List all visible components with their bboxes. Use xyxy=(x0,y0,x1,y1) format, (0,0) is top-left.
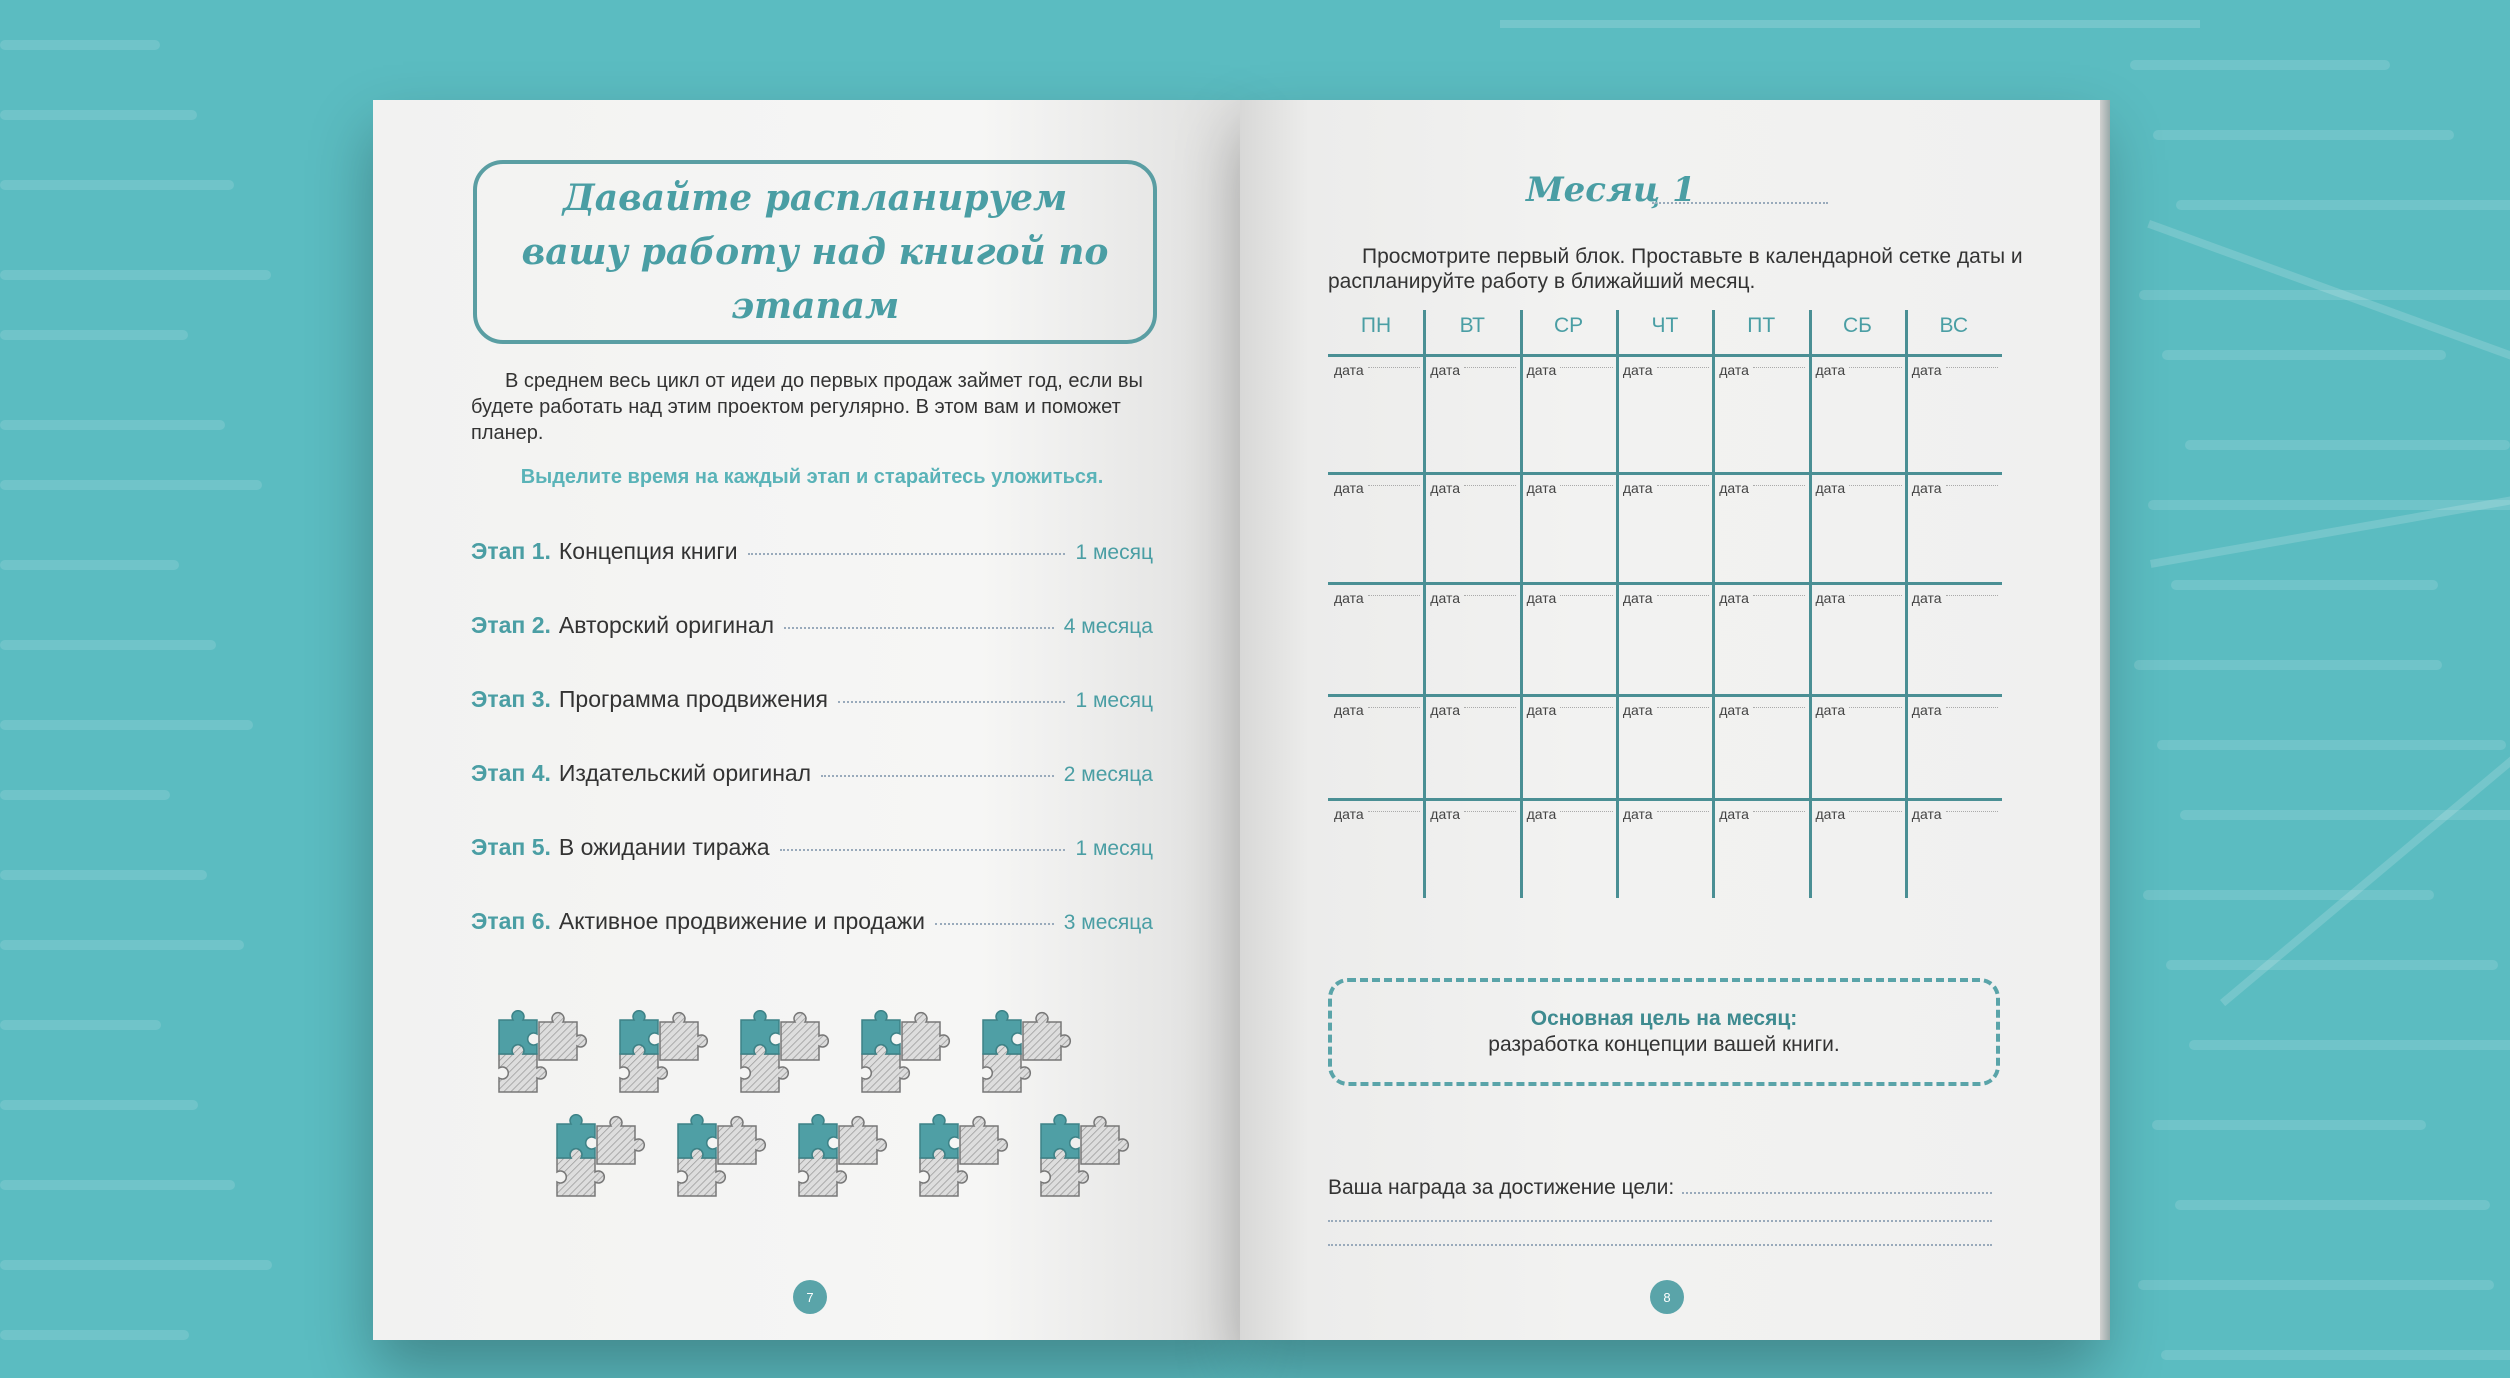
stage-duration: 1 месяц xyxy=(1075,689,1153,712)
date-cell[interactable] xyxy=(1719,480,1805,496)
background-line xyxy=(1500,20,2200,28)
date-label: дата xyxy=(1815,702,1846,718)
puzzle-icon xyxy=(793,1114,889,1200)
background-stripe xyxy=(0,1020,161,1030)
background-stripe xyxy=(0,1260,272,1270)
instruction-text: Просмотрите первый блок. Проставьте в календарной сетке даты и распланируйте работу в ближайший месяц. xyxy=(1328,245,2023,293)
date-line xyxy=(1657,595,1709,596)
background-stripe xyxy=(2175,1200,2490,1210)
stage-leader xyxy=(838,701,1065,703)
background-stripe xyxy=(2134,660,2442,670)
reward-line xyxy=(1682,1192,1992,1194)
puzzle-icon xyxy=(735,1010,831,1096)
date-cell[interactable] xyxy=(1334,590,1420,606)
date-cell[interactable] xyxy=(1816,590,1902,606)
date-line xyxy=(1560,811,1612,812)
weekday-header: СР xyxy=(1554,314,1584,337)
stage-number: Этап 4. xyxy=(471,760,551,786)
date-label: дата xyxy=(1622,702,1653,718)
date-cell[interactable] xyxy=(1527,362,1613,378)
date-label: дата xyxy=(1815,362,1846,378)
weekday-header: ВС xyxy=(1939,314,1969,337)
puzzle-icon xyxy=(1035,1114,1131,1200)
weekday-header: ПТ xyxy=(1747,314,1776,337)
date-cell[interactable] xyxy=(1816,480,1902,496)
background-stripe xyxy=(0,1330,189,1340)
puzzle-icon xyxy=(551,1114,647,1200)
date-label: дата xyxy=(1430,806,1460,822)
date-label: дата xyxy=(1815,480,1846,496)
date-label: дата xyxy=(1526,480,1557,496)
date-cell[interactable] xyxy=(1527,590,1613,606)
date-line xyxy=(1753,595,1805,596)
date-label: дата xyxy=(1719,480,1749,496)
reward-line-2 xyxy=(1328,1220,1992,1222)
date-line xyxy=(1946,707,1998,708)
background-stripe xyxy=(2162,350,2446,360)
date-line xyxy=(1657,367,1709,368)
date-cell[interactable] xyxy=(1912,806,1998,822)
background-stripe xyxy=(0,180,234,190)
grid-column-line xyxy=(1809,310,1812,898)
date-cell[interactable] xyxy=(1816,362,1902,378)
date-label: дата xyxy=(1622,806,1653,822)
date-label: дата xyxy=(1815,806,1846,822)
date-label: дата xyxy=(1719,806,1749,822)
date-label: дата xyxy=(1719,362,1749,378)
intro-text: В среднем весь цикл от идеи до первых продаж займет год, если вы будете работать над этим проектом регулярно. В этом вам и поможет планер. xyxy=(471,370,1143,444)
date-line xyxy=(1368,595,1420,596)
date-cell[interactable] xyxy=(1334,362,1420,378)
date-line xyxy=(1560,707,1612,708)
weekday-header: ПН xyxy=(1360,314,1392,337)
date-line xyxy=(1753,485,1805,486)
weekday-header: СБ xyxy=(1843,314,1872,337)
puzzle-icon xyxy=(914,1114,1010,1200)
grid-row-line xyxy=(1328,354,2002,357)
date-line xyxy=(1464,367,1516,368)
heading-frame xyxy=(473,160,1157,344)
stage-item xyxy=(471,612,1153,639)
date-cell[interactable] xyxy=(1719,362,1805,378)
date-line xyxy=(1849,595,1901,596)
page-number: 7 xyxy=(793,1280,827,1314)
weekday-header: ЧТ xyxy=(1651,314,1679,337)
date-label: дата xyxy=(1526,590,1557,606)
date-line xyxy=(1849,707,1901,708)
date-line xyxy=(1464,485,1516,486)
goal-text: разработка концепции вашей книги. xyxy=(1488,1033,1840,1056)
grid-row-line xyxy=(1328,694,2002,697)
stage-item xyxy=(471,686,1153,713)
reward-line-3 xyxy=(1328,1244,1992,1246)
grid-column-line xyxy=(1905,310,1908,898)
month-title-line xyxy=(1652,202,1828,204)
background-stripe xyxy=(2153,130,2454,140)
date-line xyxy=(1753,811,1805,812)
date-line xyxy=(1560,485,1612,486)
stage-number: Этап 6. xyxy=(471,908,551,934)
date-cell[interactable] xyxy=(1719,806,1805,822)
grid-row-line xyxy=(1328,582,2002,585)
background-stripe xyxy=(2176,200,2510,210)
date-cell[interactable] xyxy=(1623,806,1709,822)
grid-column-line xyxy=(1520,310,1523,898)
date-label: дата xyxy=(1430,480,1460,496)
date-line xyxy=(1560,595,1612,596)
date-line xyxy=(1464,707,1516,708)
date-label: дата xyxy=(1334,806,1364,822)
stage-name: Программа продвижения xyxy=(558,686,828,712)
stage-item xyxy=(471,538,1153,565)
date-cell[interactable] xyxy=(1623,362,1709,378)
stage-duration: 3 месяца xyxy=(1063,911,1153,934)
date-line xyxy=(1753,707,1805,708)
date-label: дата xyxy=(1334,590,1364,606)
date-line xyxy=(1849,811,1901,812)
stage-item xyxy=(471,760,1153,787)
date-label: дата xyxy=(1334,480,1364,496)
background-stripe xyxy=(0,420,225,430)
stage-number: Этап 3. xyxy=(471,686,551,712)
background-stripe xyxy=(2138,1280,2494,1290)
grid-column-line xyxy=(1423,310,1426,898)
month-title: Месяц 1 xyxy=(1526,170,1696,210)
date-line xyxy=(1368,367,1420,368)
date-label: дата xyxy=(1911,480,1942,496)
background-stripe xyxy=(0,1100,198,1110)
date-label: дата xyxy=(1526,806,1557,822)
stage-name: Концепция книги xyxy=(558,538,738,564)
date-cell[interactable] xyxy=(1623,480,1709,496)
date-line xyxy=(1946,811,1998,812)
stage-item xyxy=(471,908,1153,935)
date-cell[interactable] xyxy=(1527,480,1613,496)
background-stripe xyxy=(0,640,216,650)
right-page xyxy=(1240,100,2100,1340)
background-stripe xyxy=(2143,890,2434,900)
date-label: дата xyxy=(1911,702,1942,718)
date-label: дата xyxy=(1622,480,1653,496)
left-page xyxy=(373,100,1240,1340)
background-line xyxy=(2147,220,2510,399)
reward-label: Ваша награда за достижение цели: xyxy=(1328,1176,1675,1199)
puzzle-icon xyxy=(493,1010,589,1096)
date-cell[interactable] xyxy=(1719,702,1805,718)
background-stripe xyxy=(0,270,271,280)
stage-duration: 1 месяц xyxy=(1075,837,1153,860)
stage-number: Этап 2. xyxy=(471,612,551,638)
date-line xyxy=(1946,367,1998,368)
calendar-grid xyxy=(1328,310,2002,900)
goal-box xyxy=(1328,978,2000,1086)
background-stripe xyxy=(2189,1040,2510,1050)
date-label: дата xyxy=(1911,362,1942,378)
stage-duration: 1 месяц xyxy=(1075,541,1153,564)
date-label: дата xyxy=(1815,590,1846,606)
background-stripe xyxy=(0,790,170,800)
date-line xyxy=(1946,485,1998,486)
background-stripe xyxy=(0,560,179,570)
background-stripe xyxy=(2171,580,2438,590)
date-line xyxy=(1368,811,1420,812)
stage-number: Этап 1. xyxy=(471,538,551,564)
date-cell[interactable] xyxy=(1816,702,1902,718)
date-cell[interactable] xyxy=(1912,702,1998,718)
background-stripe xyxy=(2185,440,2510,450)
date-label: дата xyxy=(1526,362,1557,378)
date-label: дата xyxy=(1430,702,1460,718)
date-line xyxy=(1368,485,1420,486)
grid-row-line xyxy=(1328,472,2002,475)
background-stripe xyxy=(0,110,197,120)
date-cell[interactable] xyxy=(1334,806,1420,822)
background-stripe xyxy=(2152,1120,2426,1130)
highlight-text: Выделите время на каждый этап и старайтесь уложиться. xyxy=(520,466,1104,488)
date-cell[interactable] xyxy=(1334,480,1420,496)
date-label: дата xyxy=(1719,702,1749,718)
date-cell[interactable] xyxy=(1430,590,1516,606)
date-line xyxy=(1368,707,1420,708)
date-line xyxy=(1849,485,1901,486)
stage-duration: 4 месяца xyxy=(1063,615,1153,638)
date-line xyxy=(1657,811,1709,812)
date-cell[interactable] xyxy=(1912,590,1998,606)
date-label: дата xyxy=(1430,590,1460,606)
stage-name: Издательский оригинал xyxy=(558,760,812,786)
background-stripe xyxy=(2180,810,2510,820)
date-cell[interactable] xyxy=(1527,806,1613,822)
date-line xyxy=(1849,367,1901,368)
date-label: дата xyxy=(1911,806,1942,822)
date-line xyxy=(1657,707,1709,708)
date-line xyxy=(1753,367,1805,368)
puzzle-icon xyxy=(856,1010,952,1096)
date-line xyxy=(1560,367,1612,368)
date-cell[interactable] xyxy=(1912,480,1998,496)
stage-leader xyxy=(821,775,1054,777)
background-line xyxy=(2150,470,2510,568)
date-cell[interactable] xyxy=(1430,702,1516,718)
stage-name: Авторский оригинал xyxy=(558,612,775,638)
background-stripe xyxy=(0,40,160,50)
date-line xyxy=(1657,485,1709,486)
background-stripe xyxy=(0,720,253,730)
background-stripe xyxy=(2166,960,2498,970)
date-cell[interactable] xyxy=(1527,702,1613,718)
date-label: дата xyxy=(1430,362,1460,378)
background-stripe xyxy=(2161,1350,2510,1360)
reward-field xyxy=(1328,1176,1992,1200)
background-stripe xyxy=(2157,740,2506,750)
stage-leader xyxy=(780,849,1066,851)
date-cell[interactable] xyxy=(1334,702,1420,718)
date-cell[interactable] xyxy=(1430,362,1516,378)
stage-number: Этап 5. xyxy=(471,834,551,860)
grid-column-line xyxy=(1712,310,1715,898)
stage-name: Активное продвижение и продажи xyxy=(558,908,925,934)
date-label: дата xyxy=(1526,702,1557,718)
grid-column-line xyxy=(1616,310,1619,898)
date-cell[interactable] xyxy=(1719,590,1805,606)
goal-title: Основная цель на месяц: xyxy=(1530,1007,1798,1030)
date-cell[interactable] xyxy=(1816,806,1902,822)
stage-leader xyxy=(748,553,1066,555)
background-stripe xyxy=(0,940,244,950)
stage-item xyxy=(471,834,1153,861)
background-stripe xyxy=(0,330,188,340)
stage-duration: 2 месяца xyxy=(1063,763,1153,786)
page-number: 8 xyxy=(1650,1280,1684,1314)
background-stripe xyxy=(0,1180,235,1190)
puzzle-icon xyxy=(614,1010,710,1096)
grid-row-line xyxy=(1328,798,2002,801)
stage-name: В ожидании тиража xyxy=(558,834,770,860)
background-stripe xyxy=(0,480,262,490)
date-line xyxy=(1464,595,1516,596)
stage-leader xyxy=(935,923,1054,925)
stage-leader xyxy=(784,627,1054,629)
date-cell[interactable] xyxy=(1430,480,1516,496)
date-cell[interactable] xyxy=(1623,590,1709,606)
date-label: дата xyxy=(1911,590,1942,606)
date-cell[interactable] xyxy=(1623,702,1709,718)
weekday-header: ВТ xyxy=(1459,314,1486,337)
page-heading: Давайте распланируем вашу работу над книгой по этапам xyxy=(521,177,1109,327)
background-stripe xyxy=(0,870,207,880)
date-label: дата xyxy=(1622,590,1653,606)
date-line xyxy=(1946,595,1998,596)
date-line xyxy=(1464,811,1516,812)
background-stripe xyxy=(2130,60,2390,70)
date-label: дата xyxy=(1622,362,1653,378)
puzzle-icon xyxy=(977,1010,1073,1096)
puzzle-icon xyxy=(672,1114,768,1200)
date-cell[interactable] xyxy=(1430,806,1516,822)
date-label: дата xyxy=(1334,702,1364,718)
date-label: дата xyxy=(1334,362,1364,378)
date-label: дата xyxy=(1719,590,1749,606)
date-cell[interactable] xyxy=(1912,362,1998,378)
